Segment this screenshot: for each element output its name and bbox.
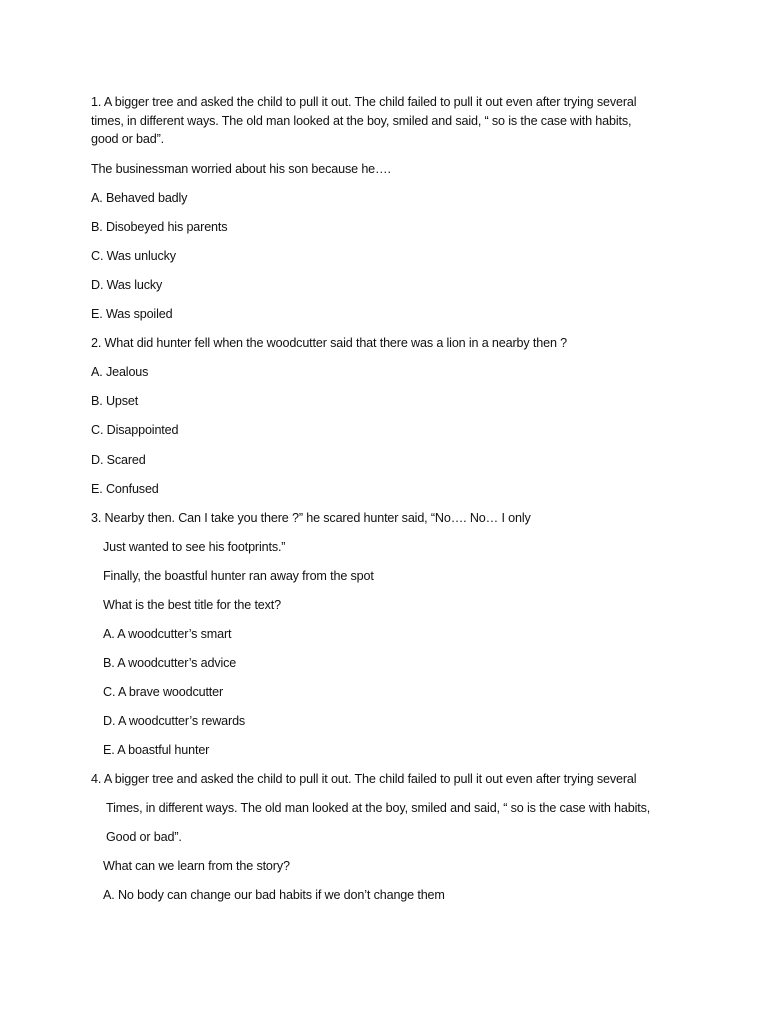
q1-option-a: A. Behaved badly [91, 191, 188, 205]
q1-option-d: D. Was lucky [91, 278, 163, 292]
q2-option-d: D. Scared [91, 453, 146, 467]
q4-question: What can we learn from the story? [103, 859, 290, 873]
q1-stem-line-2: times, in different ways. The old man looked at the boy, smiled and said, “ so is the case with habits, [91, 114, 632, 128]
q3-stem-line-1: 3. Nearby then. Can I take you there ?” he scared hunter said, “No…. No… I only [91, 511, 531, 525]
q1-question: The businessman worried about his son because he…. [91, 162, 391, 176]
q2-option-c: C. Disappointed [91, 423, 179, 437]
q4-stem-line-3: Good or bad”. [106, 830, 182, 844]
q3-option-e: E. A boastful hunter [103, 743, 210, 757]
q1-stem-line-3: good or bad”. [91, 132, 164, 146]
q3-option-d: D. A woodcutter’s rewards [103, 714, 246, 728]
q1-option-c: C. Was unlucky [91, 249, 176, 263]
q2-option-e: E. Confused [91, 482, 159, 496]
q1-stem-line-1: 1. A bigger tree and asked the child to pull it out. The child failed to pull it out even after trying several [91, 95, 637, 109]
q4-option-a: A. No body can change our bad habits if we don’t change them [103, 888, 445, 902]
q2-option-a: A. Jealous [91, 365, 149, 379]
q1-option-b: B. Disobeyed his parents [91, 220, 228, 234]
q2-question: 2. What did hunter fell when the woodcutter said that there was a lion in a nearby then ? [91, 336, 568, 350]
q3-question: What is the best title for the text? [103, 598, 281, 612]
q3-stem-line-2: Just wanted to see his footprints.” [103, 540, 286, 554]
q4-stem-line-1: 4. A bigger tree and asked the child to pull it out. The child failed to pull it out even after trying several [91, 772, 637, 786]
q4-stem-line-2: Times, in different ways. The old man looked at the boy, smiled and said, “ so is the case with habits, [106, 801, 651, 815]
q2-option-b: B. Upset [91, 394, 139, 408]
q3-option-c: C. A brave woodcutter [103, 685, 224, 699]
q3-stem-line-3: Finally, the boastful hunter ran away from the spot [103, 569, 374, 583]
q1-option-e: E. Was spoiled [91, 307, 173, 321]
q3-option-a: A. A woodcutter’s smart [103, 627, 232, 641]
q3-option-b: B. A woodcutter’s advice [103, 656, 237, 670]
